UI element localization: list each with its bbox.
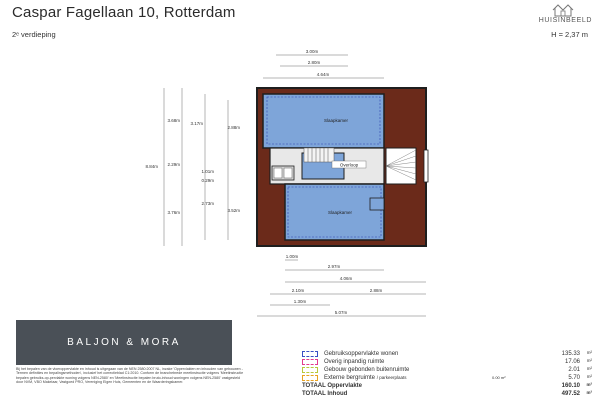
logo-text: HUISINBEELD [538, 17, 592, 24]
legend-unit: m² [586, 358, 592, 363]
dim-bot-6: 5.07m [334, 310, 348, 315]
dim-bot-3: 4.06m [339, 276, 353, 281]
ceiling-height: H = 2,37 m [551, 30, 588, 39]
legend-value: 2.01 [568, 367, 580, 373]
disclaimer-text: Bij het bepalen van de vloeroppervlakte en inhoud is uitgegaan van de NEN 2580:2007 NL, inzake 'Oppervlakten en inhouden van gebouwen - Termen definities en bepalingsmethoden', inclusief het correctieblad C1:2010. Conform de branchebrede meetinstructie volgens 'Meetinstructie bepalen gebruiks-op-pervlakte woning volgens NEN-2580' en 'Meetinstructie bepalen bruto-inhoud woningen volgens NEN-2580' vastgesteld door NVM, VBO Makelaar, Vastgoed PRO, Vereniging Eigen Huis, Gemeenten en de Waarderingskamer. [16, 367, 244, 385]
total-value: 160.10 [561, 383, 580, 389]
legend-value: 5.70 [568, 375, 580, 381]
dim-top-1: 3.00m [305, 49, 319, 54]
stairs-right [386, 148, 416, 184]
room-label-hall: Overloop [339, 162, 359, 168]
dim-mid-b: 1.01m [201, 169, 214, 174]
legend-label: Overig inpandig ruimte [324, 359, 385, 365]
appliance-icon [284, 168, 292, 178]
stairs-left [304, 148, 334, 162]
legend-unit: m² [586, 366, 592, 371]
dim-bot-5: 1.30m [293, 299, 307, 304]
dim-mid-c: 0.29m [201, 178, 214, 183]
legend-label: Gebruiksoppervlakte wonen [324, 351, 399, 357]
dim-bot-1: 1.00m [285, 254, 299, 259]
total-area-row [302, 382, 592, 390]
brand-name: BALJON & MORA [67, 337, 181, 348]
legend-swatch-pink [302, 359, 318, 365]
total-value: 497.52 [561, 391, 580, 397]
page-title: Caspar Fagellaan 10, Rotterdam [12, 4, 236, 21]
room-label-top: Slaapkamer [323, 118, 349, 123]
dim-top-3: 4.64m [316, 72, 330, 77]
legend-row-storage [302, 374, 592, 382]
floor-label: 2ᵉ verdieping [12, 30, 56, 39]
dim-mid-d: 2.73m [201, 201, 214, 206]
legend-unit: m² [586, 350, 592, 355]
dimension-lines-bottom [257, 260, 426, 316]
legend-label: Gebouw gebonden buitenruimte [324, 367, 410, 373]
dim-inner-a: 2.88m [227, 125, 240, 130]
total-label: TOTAAL Oppervlakte [302, 383, 363, 389]
total-unit: m² [586, 382, 592, 387]
legend-unit: m² [586, 374, 592, 379]
total-unit: m³ [586, 390, 592, 395]
legend-swatch-orange [302, 375, 318, 381]
legend-sublabel: / parkeerplaats [376, 375, 407, 380]
total-volume-row [302, 390, 592, 398]
dim-top-2: 2.80m [307, 60, 321, 65]
legend-label: Externe bergruimte [324, 375, 376, 381]
appliance-icon [274, 168, 282, 178]
dim-mid-a: 3.17m [190, 121, 203, 126]
dim-bot-4b: 2.88m [369, 288, 383, 293]
legend-extra: 0.00 m² [492, 375, 506, 380]
legend-swatch-blue [302, 351, 318, 357]
dim-left-a: 3.68m [167, 118, 180, 123]
window [424, 150, 428, 182]
dim-inner-b: 3.52m [227, 208, 240, 213]
dim-bot-4a: 2.10m [291, 288, 305, 293]
legend-row-other [302, 358, 592, 366]
dim-left-total: 8.84m [145, 164, 158, 169]
room-label-bottom: Slaapkamer [327, 210, 353, 215]
legend-value: 17.06 [564, 359, 580, 365]
total-label: TOTAAL Inhoud [302, 391, 348, 397]
legend-swatch-green [302, 367, 318, 373]
dimension-lines-left [164, 88, 228, 246]
legend-value: 135.33 [561, 351, 580, 357]
dormer-window [370, 198, 384, 210]
legend-row-outdoor [302, 366, 592, 374]
dim-left-c: 3.76m [167, 210, 180, 215]
legend-row-living [302, 350, 592, 358]
dim-bot-2: 2.97m [327, 264, 341, 269]
dim-left-b: 2.29m [167, 162, 180, 167]
